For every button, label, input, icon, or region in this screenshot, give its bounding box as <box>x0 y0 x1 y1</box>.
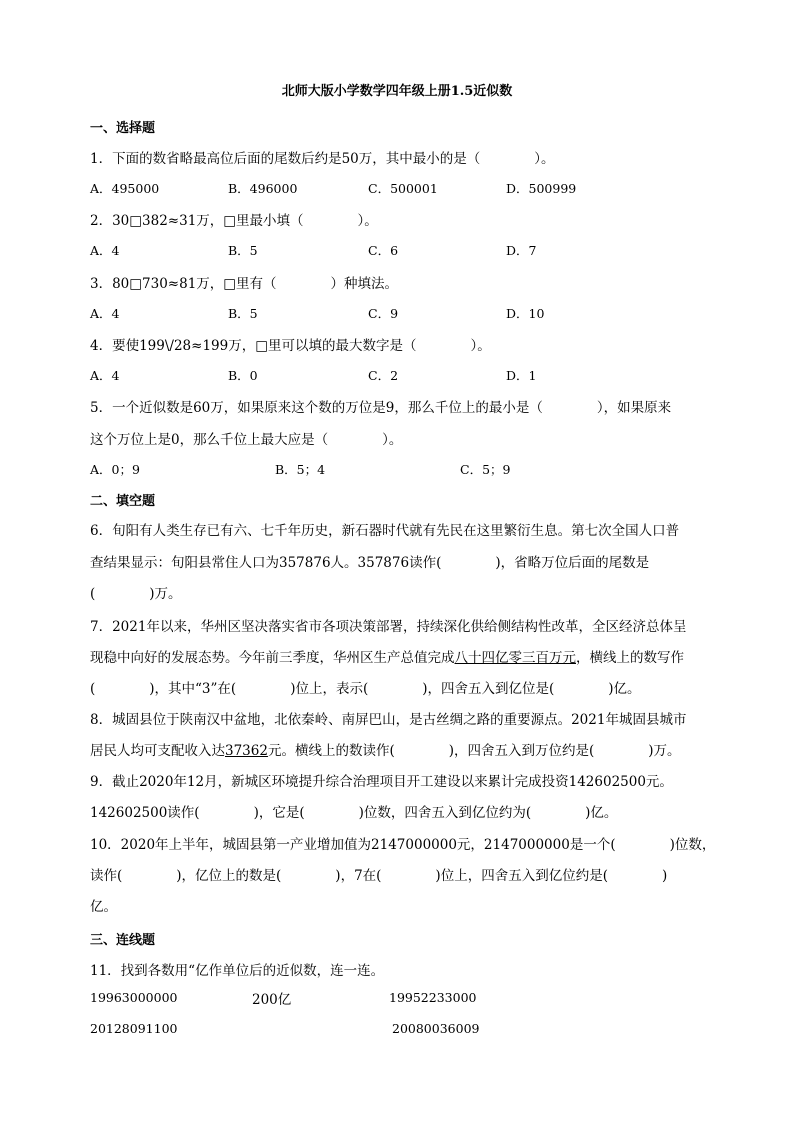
q3-option-c: C．9 <box>368 306 399 321</box>
q2-option-d: D．7 <box>506 243 537 258</box>
q1-option-b: B．496000 <box>228 181 298 196</box>
question-10-line-1: 10．2020年上半年，城固县第一产业增加值为2147000000元，2147000000是一个( )位数， <box>90 837 716 853</box>
question-11-stem: 11．找到各数用“亿作单位后的近似数，连一连。 <box>90 963 385 979</box>
question-4-stem: 4．要使199\/28≈199万，□里可以填的最大数字是（ ）。 <box>90 338 491 354</box>
q4-option-b: B．0 <box>228 368 258 383</box>
q2-option-a: A．4 <box>90 243 120 258</box>
question-5-line-1: 5．一个近似数是60万，如果原来这个数的万位是9，那么千位上的最小是（ ），如果原来 <box>90 400 672 416</box>
q5-option-b: B．5；4 <box>275 462 326 477</box>
q8-text-before: 居民人均可支配收入达 <box>90 743 225 759</box>
q5-option-a: A．0；9 <box>90 462 140 477</box>
q8-underlined-number: 37362 <box>225 743 268 759</box>
q2-option-b: B．5 <box>228 243 258 258</box>
q4-option-d: D．1 <box>506 368 537 383</box>
match-number-3: 19952233000 <box>389 990 477 1005</box>
q7-underlined-number: 八十四亿零三百万元 <box>454 650 576 666</box>
question-6-line-3: ( )万。 <box>90 586 182 602</box>
section-heading-matching: 三、连线题 <box>90 933 156 948</box>
match-number-5: 20080036009 <box>392 1021 480 1036</box>
question-8-line-2 <box>90 739 681 759</box>
q5-option-c: C．5；9 <box>460 462 511 477</box>
question-9-line-1: 9．截止2020年12月，新城区环境提升综合治理项目开工建设以来累计完成投资142602500元。 <box>90 774 673 790</box>
question-2-stem: 2．30□382≈31万，□里最小填（ ）。 <box>90 213 378 229</box>
question-7-line-2 <box>90 646 684 666</box>
q1-option-c: C．500001 <box>368 181 438 196</box>
match-number-4: 20128091100 <box>90 1021 178 1036</box>
section-heading-choice: 一、选择题 <box>90 121 156 136</box>
page-title: 北师大版小学数学四年级上册1.5近似数 <box>281 84 513 99</box>
question-7-line-1: 7．2021年以来，华州区坚决落实省市各项决策部署，持续深化供给侧结构性改革，全区经济总体呈 <box>90 619 687 635</box>
q3-option-b: B．5 <box>228 306 258 321</box>
question-7-line-3: ( )，其中“3”在( )位上，表示( )，四舍五入到亿位是( )亿。 <box>90 681 641 697</box>
question-6-line-1: 6．旬阳有人类生存已有六、七千年历史，新石器时代就有先民在这里繁衍生息。第七次全国人口普 <box>90 523 680 539</box>
section-heading-fill: 二、填空题 <box>90 494 156 509</box>
match-number-1: 19963000000 <box>90 990 178 1005</box>
q8-text-after: 元。横线上的数读作( )，四舍五入到万位约是( )万。 <box>267 743 681 759</box>
question-6-line-2: 查结果显示：旬阳县常住人口为357876人。357876读作( )，省略万位后面的尾数是 <box>90 555 650 571</box>
question-3-stem: 3．80□730≈81万，□里有（ ）种填法。 <box>90 276 399 292</box>
question-8-line-1: 8．城固县位于陕南汉中盆地，北依秦岭、南屏巴山，是古丝绸之路的重要源点。2021年城固县城市 <box>90 712 687 728</box>
q7-text-after: ，横线上的数写作 <box>576 650 684 666</box>
q1-option-a: A．495000 <box>90 181 160 196</box>
question-9-line-2: 142602500读作( )，它是( )位数，四舍五入到亿位约为( )亿。 <box>90 805 618 821</box>
q4-option-a: A．4 <box>90 368 120 383</box>
q3-option-a: A．4 <box>90 306 120 321</box>
q7-text-before: 现稳中向好的发展态势。今年前三季度，华州区生产总值完成 <box>90 650 455 666</box>
q3-option-d: D．10 <box>506 306 545 321</box>
question-10-line-3: 亿。 <box>90 899 117 915</box>
q4-option-c: C．2 <box>368 368 399 383</box>
q1-option-d: D．500999 <box>506 181 577 196</box>
q2-option-c: C．6 <box>368 243 399 258</box>
question-5-line-2: 这个万位上是0，那么千位上最大应是（ ）。 <box>90 432 403 448</box>
question-10-line-2: 读作( )，亿位上的数是( )，7在( )位上，四舍五入到亿位约是( ) <box>90 868 668 884</box>
match-approx-value: 200亿 <box>252 992 292 1008</box>
question-1-stem: 1．下面的数省略最高位后面的尾数后约是50万，其中最小的是（ ）。 <box>90 151 555 167</box>
